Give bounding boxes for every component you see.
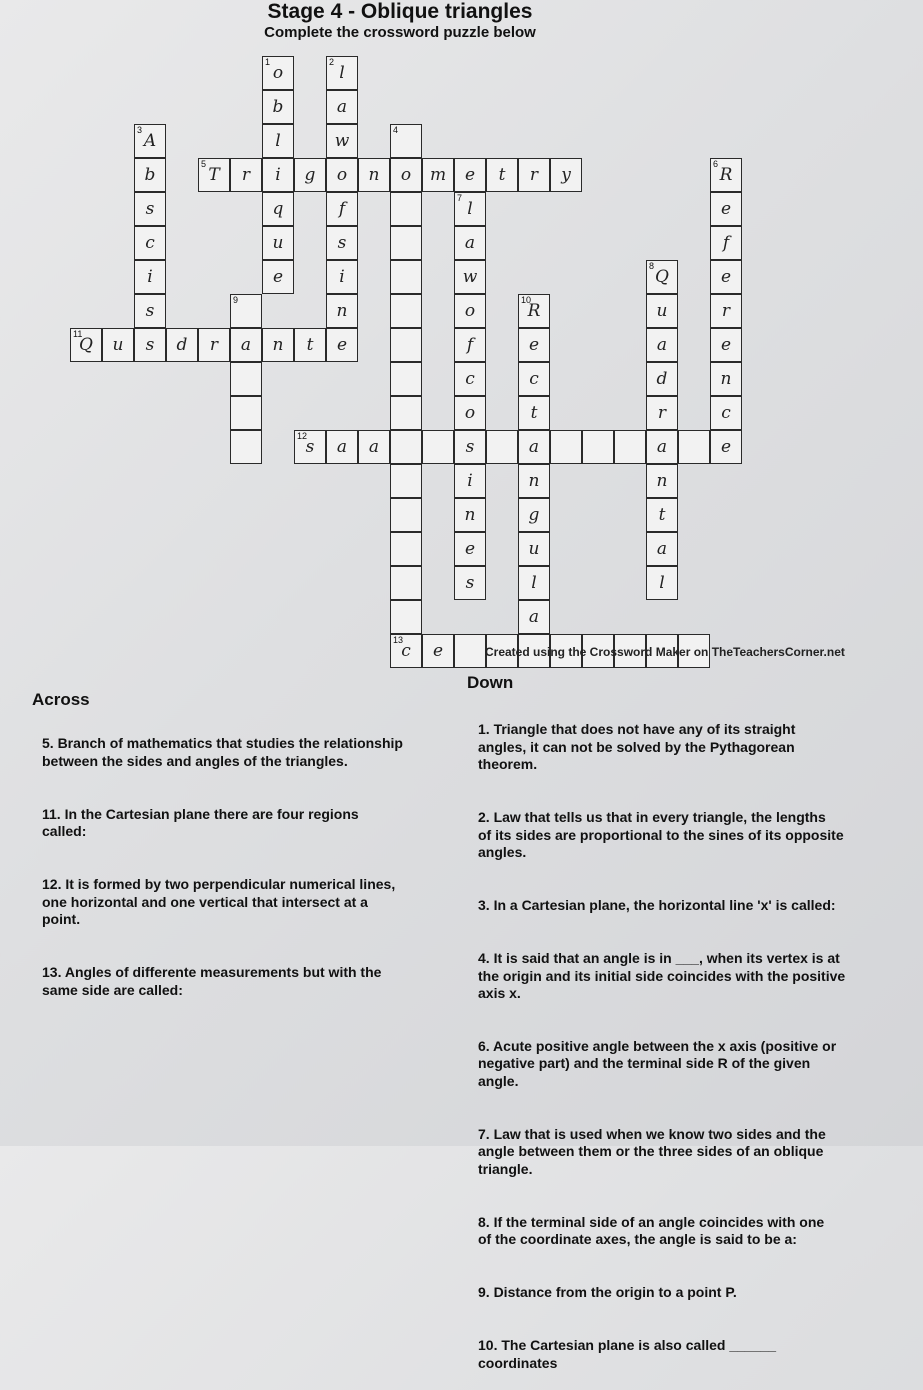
crossword-cell[interactable]	[454, 226, 486, 260]
cell-letter: T	[208, 165, 220, 185]
cell-letter: s	[145, 335, 155, 355]
down-clues	[478, 686, 898, 1390]
crossword-cell[interactable]	[390, 464, 422, 498]
crossword-cell[interactable]	[454, 192, 486, 226]
clue-number: 13	[393, 635, 404, 645]
down-heading: Down	[467, 673, 514, 692]
cell-letter: t	[498, 165, 506, 185]
crossword-cell[interactable]	[646, 294, 678, 328]
cell-letter: a	[528, 607, 540, 627]
cell-letter: q	[272, 199, 284, 219]
crossword-cell[interactable]	[646, 532, 678, 566]
cell-letter: s	[337, 233, 347, 253]
crossword-cell[interactable]	[358, 430, 390, 464]
crossword-cell[interactable]	[134, 260, 166, 294]
clue-number: 3	[137, 125, 143, 135]
crossword-cell[interactable]	[518, 294, 550, 328]
crossword-cell[interactable]	[230, 158, 262, 192]
crossword-cell[interactable]	[390, 328, 422, 362]
crossword-cell[interactable]	[518, 328, 550, 362]
across-clue-5: 5. Branch of mathematics that studies the relationship between the sides and angles of the triangles.	[42, 735, 403, 769]
crossword-cell[interactable]	[390, 158, 422, 192]
cell-letter: w	[334, 131, 350, 151]
cell-letter: d	[656, 369, 668, 389]
cell-letter: e	[272, 267, 284, 287]
crossword-cell[interactable]	[134, 158, 166, 192]
clue-number: 1	[265, 57, 271, 67]
cell-letter: s	[465, 573, 475, 593]
crossword-cell[interactable]	[262, 328, 294, 362]
cell-letter: i	[339, 267, 345, 287]
crossword-cell[interactable]	[518, 362, 550, 396]
crossword-cell[interactable]	[518, 566, 550, 600]
cell-letter: R	[527, 301, 541, 321]
crossword-cell[interactable]	[422, 158, 454, 192]
crossword-cell[interactable]	[646, 328, 678, 362]
crossword-cell[interactable]	[326, 260, 358, 294]
crossword-cell[interactable]	[550, 430, 582, 464]
cell-letter: r	[657, 403, 667, 423]
across-clue-13: 13. Angles of differente measurements but with the same side are called:	[42, 963, 382, 998]
cell-letter: w	[462, 267, 478, 287]
clue-number: 11	[73, 329, 83, 339]
crossword-cell[interactable]	[646, 396, 678, 430]
crossword-cell[interactable]	[710, 294, 742, 328]
cell-letter: a	[656, 539, 668, 559]
crossword-cell[interactable]	[262, 56, 294, 90]
crossword-cell[interactable]	[262, 124, 294, 158]
cell-letter: l	[531, 573, 537, 593]
cell-letter: i	[147, 267, 153, 287]
cell-letter: f	[338, 199, 346, 219]
cell-letter: r	[209, 335, 219, 355]
across-heading: Across	[32, 690, 90, 709]
down-clue-8: 8. If the terminal side of an angle coincides with one of the coordinate axes, the angle is said to be a:	[478, 1213, 825, 1248]
down-clue-1: 1. Triangle that does not have any of its straight angles, it can not be solved by the Pythagorean theorem.	[478, 721, 796, 773]
crossword-cell[interactable]	[262, 158, 294, 192]
cell-letter: n	[336, 301, 348, 321]
crossword-cell[interactable]	[230, 362, 262, 396]
clue-number: 6	[713, 159, 719, 169]
cell-letter: a	[336, 437, 348, 457]
crossword-cell[interactable]	[518, 396, 550, 430]
crossword-cell[interactable]	[230, 294, 262, 328]
cell-letter: u	[528, 539, 540, 559]
crossword-cell[interactable]	[422, 634, 454, 668]
cell-letter: A	[143, 131, 157, 151]
crossword-cell[interactable]	[390, 566, 422, 600]
cell-letter: l	[339, 63, 345, 83]
down-clue-4: 4. It is said that an angle is in ___, when its vertex is at the origin and its initial side coincides with the positive axis x.	[478, 949, 846, 1002]
crossword-cell[interactable]	[518, 430, 550, 464]
crossword-cell[interactable]	[710, 158, 742, 192]
crossword-cell[interactable]	[646, 260, 678, 294]
crossword-cell[interactable]	[678, 430, 710, 464]
cell-letter: e	[720, 335, 732, 355]
crossword-cell[interactable]	[646, 464, 678, 498]
down-clue-6: 6. Acute positive angle between the x axis (positive or negative part) and the terminal side R of the given angle.	[478, 1037, 837, 1090]
crossword-cell[interactable]	[710, 260, 742, 294]
down-clue-7: 7. Law that is used when we know two sides and the angle between them or the three sides of an oblique triangle.	[478, 1125, 826, 1178]
cell-letter: t	[306, 335, 314, 355]
cell-letter: c	[529, 369, 539, 389]
down-clue-2: 2. Law that tells us that in every triangle, the lengths of its sides are proportional to the sines of its opposite angles.	[478, 809, 844, 861]
crossword-cell[interactable]	[262, 260, 294, 294]
crossword-cell[interactable]	[230, 430, 262, 464]
page-subtitle: Complete the crossword puzzle below	[264, 24, 536, 41]
cell-letter: s	[145, 199, 155, 219]
crossword-cell[interactable]	[166, 328, 198, 362]
crossword-cell[interactable]	[646, 430, 678, 464]
cell-letter: e	[336, 335, 348, 355]
across-clue-11: 11. In the Cartesian plane there are four regions called:	[42, 805, 359, 840]
crossword-cell[interactable]	[326, 158, 358, 192]
crossword-cell[interactable]	[710, 430, 742, 464]
crossword-cell[interactable]	[518, 498, 550, 532]
down-clue-10: 10. The Cartesian plane is also called ______ coordinates	[478, 1336, 777, 1371]
crossword-cell[interactable]	[454, 634, 486, 668]
crossword-cell[interactable]	[390, 192, 422, 226]
cell-letter: o	[336, 165, 348, 185]
cell-letter: c	[401, 641, 411, 661]
crossword-cell[interactable]	[294, 328, 326, 362]
cell-letter: i	[467, 471, 473, 491]
crossword-cell[interactable]	[134, 328, 166, 362]
crossword-cell[interactable]	[198, 158, 230, 192]
across-clue-12: 12. It is formed by two perpendicular numerical lines, one horizontal and one vertical that intersect at a point.	[42, 875, 396, 928]
cell-letter: R	[719, 165, 733, 185]
cell-letter: g	[528, 505, 540, 525]
cell-letter: b	[144, 165, 156, 185]
cell-letter: u	[112, 335, 124, 355]
cell-letter: n	[528, 471, 540, 491]
cell-letter: e	[432, 641, 444, 661]
crossword-cell[interactable]	[390, 124, 422, 158]
clue-number: 12	[297, 431, 308, 441]
cell-letter: t	[658, 505, 666, 525]
down-clue-9: 9. Distance from the origin to a point P.	[478, 1284, 737, 1301]
cell-letter: o	[400, 165, 412, 185]
crossword-cell[interactable]	[326, 90, 358, 124]
cell-letter: a	[528, 437, 540, 457]
cell-letter: r	[721, 301, 731, 321]
crossword-cell[interactable]	[614, 430, 646, 464]
crossword-cell[interactable]	[646, 566, 678, 600]
crossword-cell[interactable]	[390, 362, 422, 396]
cell-letter: o	[272, 63, 284, 83]
crossword-cell[interactable]	[454, 430, 486, 464]
cell-letter: i	[275, 165, 281, 185]
credit-text: Created using the Crossword Maker on TheTeachersCorner.net	[485, 645, 845, 659]
cell-letter: e	[720, 199, 732, 219]
cell-letter: s	[465, 437, 475, 457]
cell-letter: r	[529, 165, 539, 185]
cell-letter: e	[464, 539, 476, 559]
clue-number: 10	[521, 295, 532, 305]
crossword-cell[interactable]	[518, 532, 550, 566]
cell-letter: e	[528, 335, 540, 355]
crossword-cell[interactable]	[710, 226, 742, 260]
cell-letter: Q	[655, 267, 669, 287]
cell-letter: g	[304, 165, 316, 185]
crossword-cell[interactable]	[710, 328, 742, 362]
cell-letter: l	[659, 573, 665, 593]
crossword-cell[interactable]	[390, 396, 422, 430]
cell-letter: m	[429, 165, 447, 185]
crossword-cell[interactable]	[326, 124, 358, 158]
crossword-cell[interactable]	[134, 192, 166, 226]
crossword-cell[interactable]	[262, 226, 294, 260]
crossword-cell[interactable]	[454, 566, 486, 600]
crossword-cell[interactable]	[518, 600, 550, 634]
crossword-cell[interactable]	[390, 226, 422, 260]
crossword-cell[interactable]	[454, 498, 486, 532]
cell-letter: a	[656, 335, 668, 355]
crossword-cell[interactable]	[294, 158, 326, 192]
crossword-cell[interactable]	[454, 294, 486, 328]
crossword-cell[interactable]	[486, 158, 518, 192]
cell-letter: o	[464, 301, 476, 321]
crossword-cell[interactable]	[230, 396, 262, 430]
crossword-cell[interactable]	[390, 430, 422, 464]
clue-number: 7	[457, 193, 463, 203]
crossword-cell[interactable]	[326, 430, 358, 464]
cell-letter: n	[656, 471, 668, 491]
crossword-cell[interactable]	[230, 328, 262, 362]
cell-letter: c	[721, 403, 731, 423]
crossword-cell[interactable]	[326, 192, 358, 226]
crossword-cell[interactable]	[390, 600, 422, 634]
cell-letter: n	[368, 165, 380, 185]
crossword-cell[interactable]	[454, 260, 486, 294]
clue-number: 9	[233, 295, 239, 305]
crossword-cell[interactable]	[294, 430, 326, 464]
crossword-cell[interactable]	[518, 464, 550, 498]
crossword-cell[interactable]	[454, 362, 486, 396]
cell-letter: t	[530, 403, 538, 423]
cell-letter: u	[272, 233, 284, 253]
cell-letter: a	[656, 437, 668, 457]
cell-letter: l	[275, 131, 281, 151]
crossword-cell[interactable]	[134, 124, 166, 158]
cell-letter: s	[305, 437, 315, 457]
clue-number: 4	[393, 125, 399, 135]
cell-letter: o	[464, 403, 476, 423]
crossword-cell[interactable]	[262, 192, 294, 226]
cell-letter: c	[145, 233, 155, 253]
across-clues	[42, 700, 462, 1017]
cell-letter: e	[720, 437, 732, 457]
cell-letter: a	[368, 437, 380, 457]
crossword-cell[interactable]	[710, 192, 742, 226]
cell-letter: s	[145, 301, 155, 321]
clue-number: 8	[649, 261, 655, 271]
cell-letter: e	[720, 267, 732, 287]
crossword-cell[interactable]	[454, 158, 486, 192]
crossword-cell[interactable]	[134, 226, 166, 260]
cell-letter: n	[464, 505, 476, 525]
cell-letter: a	[464, 233, 476, 253]
crossword-cell[interactable]	[390, 260, 422, 294]
crossword-cell[interactable]	[326, 56, 358, 90]
crossword-cell[interactable]	[454, 464, 486, 498]
cell-letter: r	[241, 165, 251, 185]
cell-letter: n	[720, 369, 732, 389]
crossword-cell[interactable]	[646, 362, 678, 396]
cell-letter: a	[240, 335, 252, 355]
crossword-cell[interactable]	[326, 226, 358, 260]
crossword-cell[interactable]	[326, 294, 358, 328]
crossword-cell[interactable]	[358, 158, 390, 192]
cell-letter: n	[272, 335, 284, 355]
page-title: Stage 4 - Oblique triangles	[267, 0, 533, 23]
crossword-cell[interactable]	[582, 430, 614, 464]
cell-letter: f	[466, 335, 474, 355]
crossword-cell[interactable]	[326, 328, 358, 362]
crossword-cell[interactable]	[390, 294, 422, 328]
cell-letter: y	[561, 165, 571, 185]
cell-letter: l	[467, 199, 473, 219]
crossword-cell[interactable]	[710, 396, 742, 430]
cell-letter: d	[176, 335, 188, 355]
clue-number: 2	[329, 57, 335, 67]
crossword-cell[interactable]	[390, 634, 422, 668]
crossword-cell[interactable]	[454, 532, 486, 566]
cell-letter: f	[722, 233, 730, 253]
cell-letter: e	[464, 165, 476, 185]
crossword-cell[interactable]	[102, 328, 134, 362]
cell-letter: c	[465, 369, 475, 389]
crossword-cell[interactable]	[646, 498, 678, 532]
clue-number: 5	[201, 159, 207, 169]
cell-letter: Q	[79, 335, 93, 355]
crossword-cell[interactable]	[486, 430, 518, 464]
crossword-cell[interactable]	[134, 294, 166, 328]
crossword-cell[interactable]	[198, 328, 230, 362]
crossword-cell[interactable]	[454, 396, 486, 430]
crossword-cell[interactable]	[710, 362, 742, 396]
cell-letter: u	[656, 301, 668, 321]
cell-letter: a	[336, 97, 348, 117]
crossword-cell[interactable]	[390, 532, 422, 566]
crossword-cell[interactable]	[518, 158, 550, 192]
crossword-cell[interactable]	[390, 498, 422, 532]
crossword-cell[interactable]	[422, 430, 454, 464]
crossword-cell[interactable]	[70, 328, 102, 362]
down-clue-3: 3. In a Cartesian plane, the horizontal line 'x' is called:	[478, 897, 836, 914]
crossword-cell[interactable]	[262, 90, 294, 124]
crossword-cell[interactable]	[550, 158, 582, 192]
cell-letter: b	[272, 97, 284, 117]
crossword-cell[interactable]	[454, 328, 486, 362]
